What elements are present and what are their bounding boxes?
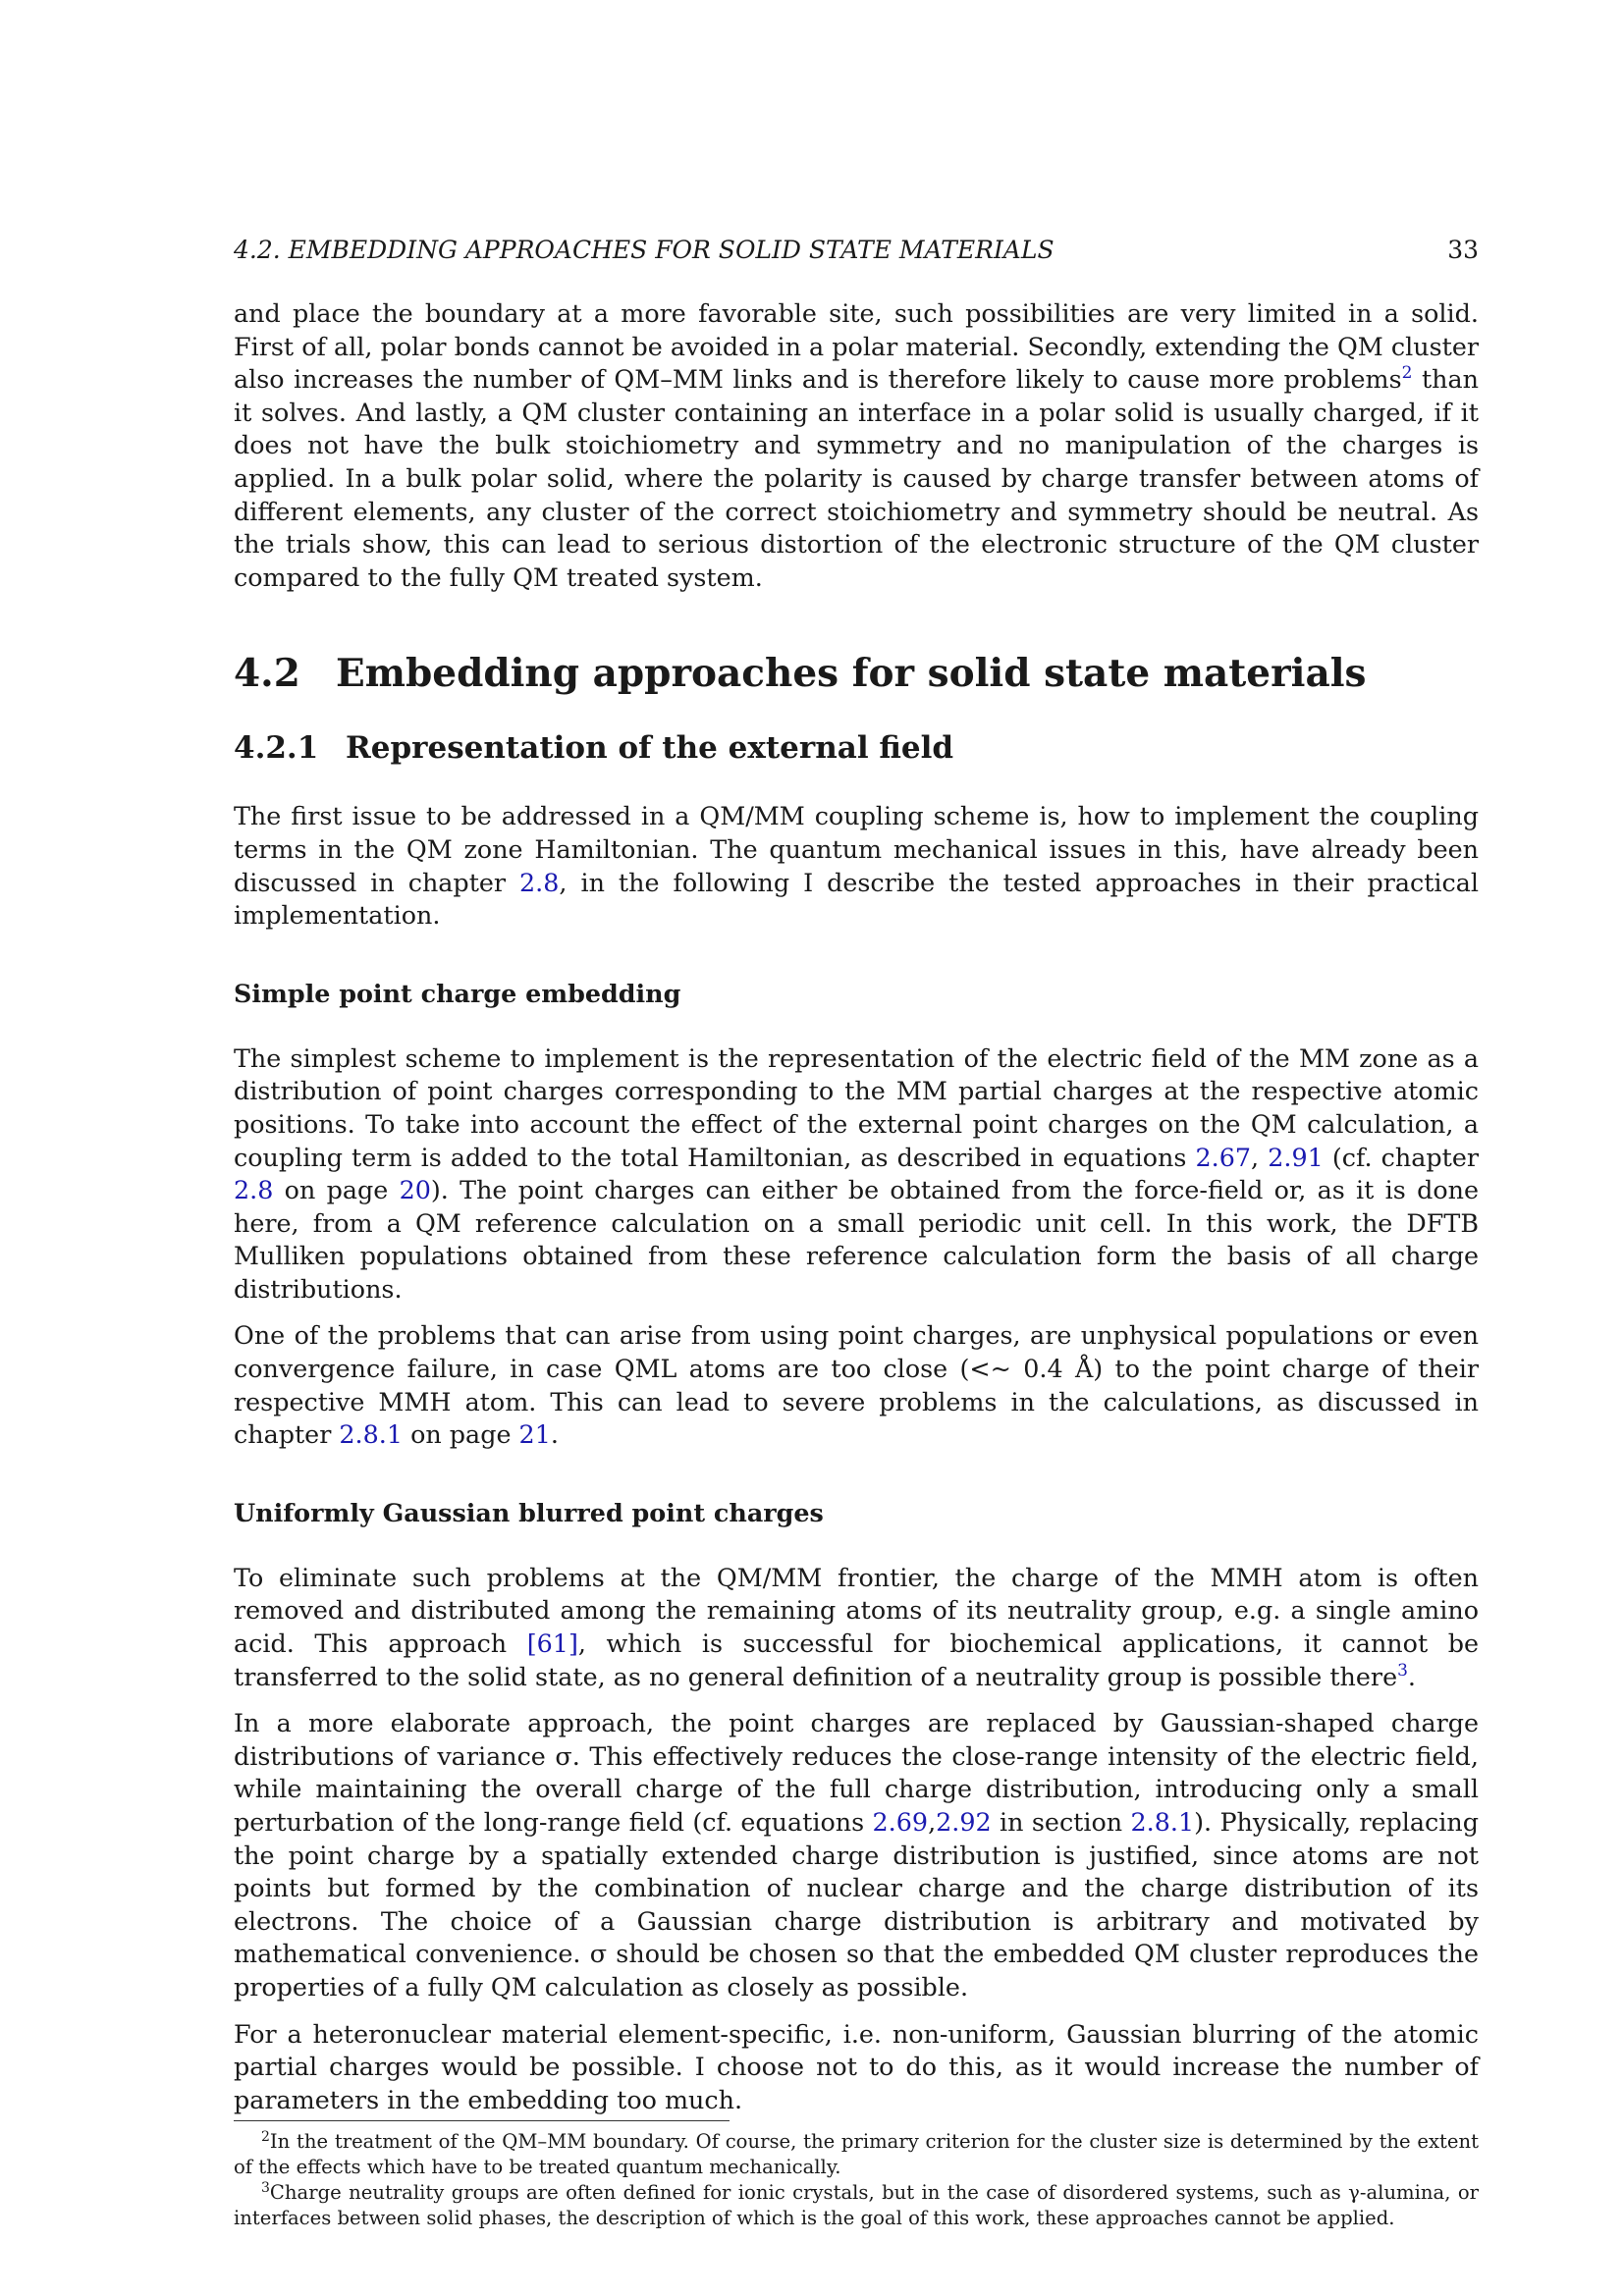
footnote-ref-3[interactable]: 3 <box>1397 1660 1408 1681</box>
citation-61[interactable]: [61] <box>526 1629 578 1659</box>
intro-paragraph <box>234 297 1479 594</box>
footnote-ref-2[interactable]: 2 <box>1401 363 1413 384</box>
subsection-number: 4.2.1 <box>234 730 319 767</box>
simple-paragraph-2 <box>234 1319 1479 1451</box>
link-eq-2-69[interactable]: 2.69 <box>872 1807 929 1837</box>
page <box>234 236 1479 2231</box>
section-title: Embedding approaches for solid state materials <box>336 651 1367 697</box>
text: The simplest scheme to implement is the representation of the electric field of the MM zone as a distribution of point charges corresponding to the MM partial charges at the respective atomic positions. To take into account the effect of the external point charges on the QM calculation, a coupling term is added to the total Hamiltonian, as described in equations <box>234 1042 1479 1172</box>
running-header <box>234 236 1479 264</box>
footnote-mark: 3 <box>261 2180 270 2197</box>
link-chapter-2-8[interactable]: 2.8 <box>519 867 560 897</box>
link-page-20[interactable]: 20 <box>399 1175 431 1205</box>
text: , which is successful for biochemical applications, it cannot be transferred to the solid state, as no general definition of a neutrality group is possible there <box>234 1629 1479 1691</box>
link-chapter-2-8[interactable]: 2.8 <box>234 1175 274 1205</box>
text: (cf. chapter <box>1323 1142 1479 1172</box>
text: . <box>1407 1661 1416 1691</box>
intro-text-2: than it solves. And lastly, a QM cluster containing an interface in a polar solid is usually charged, if it does not have the bulk stoichiometry and symmetry and no manipulation of the charges is applied. In a bulk polar solid, where the polarity is caused by charge transfer between atoms of different elements, any cluster of the correct stoichiometry and symmetry should be neutral. As the trials show, this can lead to serious distortion of the electronic structure of the QM cluster compared to the fully QM treated system. <box>234 364 1479 592</box>
page-number: 33 <box>1447 236 1479 264</box>
subsection-title: Representation of the external field <box>346 730 954 767</box>
footnote-mark: 2 <box>261 2129 270 2146</box>
text: . <box>550 1419 559 1450</box>
text: , <box>928 1807 937 1837</box>
subsection-paragraph <box>234 800 1479 932</box>
footnote-text: Charge neutrality groups are often defined for ionic crystals, but in the case of disordered systems, such as γ-alumina, or interfaces between solid phases, the description of which is the goal of this work, these approaches cannot be applied. <box>234 2181 1479 2230</box>
text: , <box>1251 1142 1269 1172</box>
link-eq-2-67[interactable]: 2.67 <box>1195 1142 1252 1172</box>
footnote-divider <box>234 2120 730 2121</box>
text: One of the problems that can arise from using point charges, are unphysical populations or even convergence failure, in case QML atoms are too close (<~ 0.4 Å) to the point charge of their respective MMH atom. This can lead to severe problems in the calculations, as discussed in chapter <box>234 1320 1479 1450</box>
text: ). The point charges can either be obtained from the force-field or, as it is done here, from a QM reference calculation on a small periodic unit cell. In this work, the DFTB Mulliken populations obtained from these reference calculation form the basis of all charge distributions. <box>234 1175 1479 1304</box>
link-section-2-8-1[interactable]: 2.8.1 <box>1130 1807 1195 1837</box>
subsection-heading <box>234 729 1479 767</box>
intro-text-1: and place the boundary at a more favorable site, such possibilities are very limited in a solid. First of all, polar bonds cannot be avoided in a polar material. Secondly, extending the QM cluster also increases the number of QM–MM links and is therefore likely to cause more problems <box>234 298 1479 395</box>
text: The first issue to be addressed in a QM/MM coupling scheme is, how to implement the coupling terms in the QM zone Hamiltonian. The quantum mechanical issues in this, have already been discussed in chapter <box>234 801 1479 897</box>
gaussian-paragraph-2 <box>234 1707 1479 2003</box>
gaussian-paragraph-1 <box>234 1562 1479 1693</box>
text: on page <box>403 1419 519 1450</box>
text: In a more elaborate approach, the point charges are replaced by Gaussian-shaped charge distributions of variance σ. This effectively reduces the close-range intensity of the electric field, while maintaining the overall charge of the full charge distribution, introducing only a small perturbation of the long-range field (cf. equations <box>234 1708 1479 1837</box>
link-eq-2-92[interactable]: 2.92 <box>936 1807 992 1837</box>
footnote-3 <box>234 2180 1479 2231</box>
footnote-2 <box>234 2129 1479 2180</box>
running-title: 4.2. EMBEDDING APPROACHES FOR SOLID STATE MATERIALS <box>234 236 1055 264</box>
text: in section <box>991 1807 1131 1837</box>
section-heading <box>234 651 1479 696</box>
simple-paragraph-1 <box>234 1042 1479 1307</box>
footnote-text: In the treatment of the QM–MM boundary. Of course, the primary criterion for the cluster size is determined by the extent of the effects which have to be treated quantum mechanically. <box>234 2130 1479 2179</box>
link-page-21[interactable]: 21 <box>518 1419 551 1450</box>
gaussian-blurred-heading: Uniformly Gaussian blurred point charges <box>234 1497 824 1527</box>
text: To eliminate such problems at the QM/MM frontier, the charge of the MMH atom is often removed and distributed among the remaining atoms of its neutrality group, e.g. a single amino acid. This approach <box>234 1562 1479 1659</box>
text: ). Physically, replacing the point charge by a spatially extended charge distribution is justified, since atoms are not points but formed by the combination of nuclear charge and the charge distribution of its electrons. The choice of a Gaussian charge distribution is arbitrary and motivated by mathematical convenience. σ should be chosen so that the embedded QM cluster reproduces the properties of a fully QM calculation as closely as possible. <box>234 1807 1479 2002</box>
link-chapter-2-8-1[interactable]: 2.8.1 <box>339 1419 404 1450</box>
text: , in the following I describe the tested approaches in their practical implementation. <box>234 867 1479 931</box>
text: on page <box>273 1175 400 1205</box>
gaussian-paragraph-3: For a heteronuclear material element-specific, i.e. non-uniform, Gaussian blurring of the atomic partial charges would be possible. I choose not to do this, as it would increase the number of parameters in the embedding too much. <box>234 2018 1479 2114</box>
section-number: 4.2 <box>234 651 300 697</box>
simple-point-charge-heading: Simple point charge embedding <box>234 978 681 1008</box>
link-eq-2-91[interactable]: 2.91 <box>1268 1142 1324 1172</box>
